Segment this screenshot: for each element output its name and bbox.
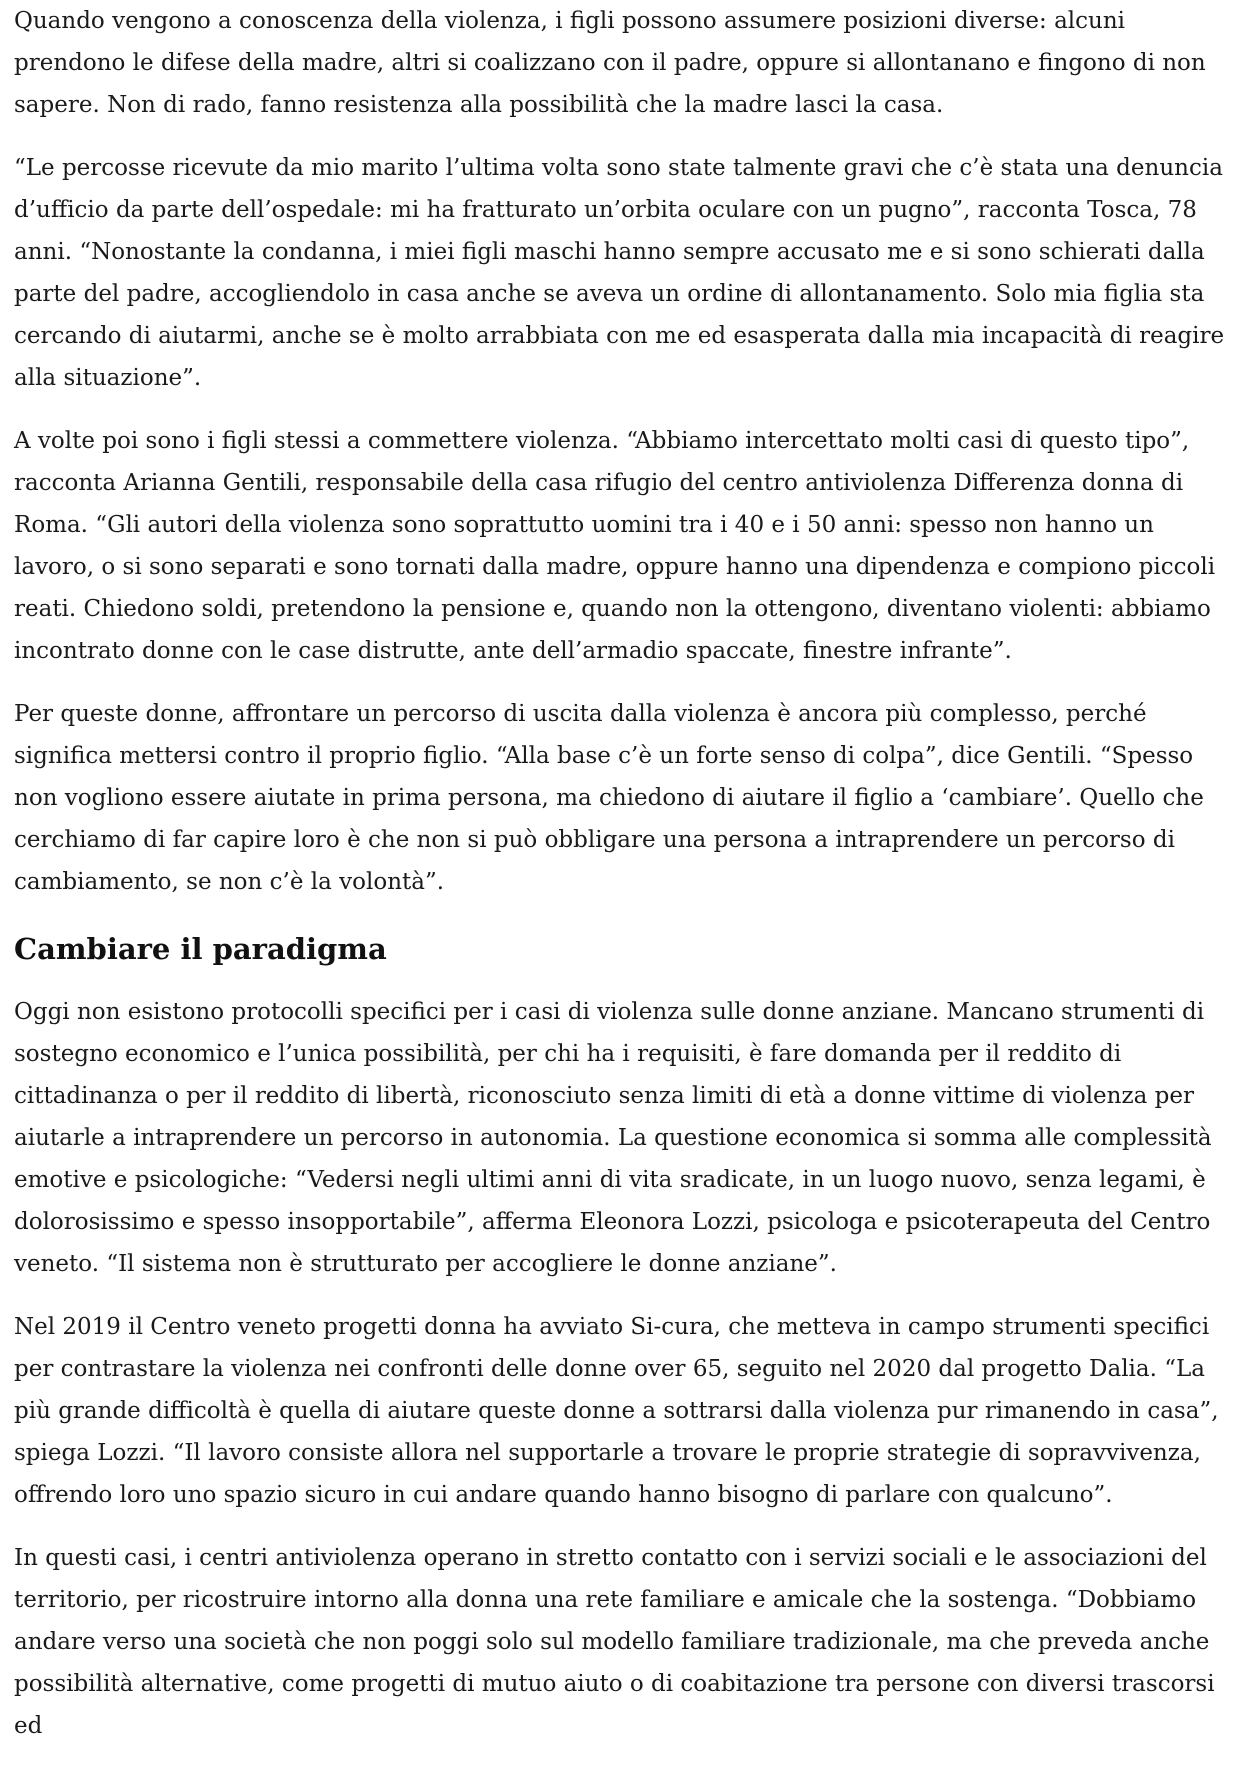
- article-paragraph: Oggi non esistono protocolli specifici per i casi di violenza sulle donne anziane. Mancano strumenti di sostegno economico e l’unica possibilità, per chi ha i requisiti, è fare domanda per il reddito di cittadinanza o per il reddito di libertà, riconosciuto senza limiti di età a donne vittime di violenza per aiutarle a intraprendere un percorso in autonomia. La questione economica si somma alle complessità emotive e psicologiche: “Vedersi negli ultimi anni di vita sradicate, in un luogo nuovo, senza legami, è dolorosissimo e spesso insopportabile”, afferma Eleonora Lozzi, psicologa e psicoterapeuta del Centro veneto. “Il sistema non è strutturato per accogliere le donne anziane”.: [14, 999, 1212, 1277]
- article-body: [14, 0, 1226, 1768]
- article-paragraph: Nel 2019 il Centro veneto progetti donna ha avviato Si-cura, che metteva in campo strumenti specifici per contrastare la violenza nei confronti delle donne over 65, seguito nel 2020 dal progetto Dalia. “La più grande difficoltà è quella di aiutare queste donne a sottrarsi dalla violenza pur rimanendo in casa”, spiega Lozzi. “Il lavoro consiste allora nel supportarle a trovare le proprie strategie di sopravvivenza, offrendo loro uno spazio sicuro in cui andare quando hanno bisogno di parlare con qualcuno”.: [14, 1314, 1219, 1508]
- article-paragraph: In questi casi, i centri antiviolenza operano in stretto contatto con i servizi sociali e le associazioni del territorio, per ricostruire intorno alla donna una rete familiare e amicale che la sostenga. “Dobbiamo andare verso una società che non poggi solo sul modello familiare tradizionale, ma che preveda anche possibilità alternative, come progetti di mutuo aiuto o di coabitazione tra persone con diversi trascorsi ed: [14, 1545, 1215, 1739]
- section-heading: Cambiare il paradigma: [14, 932, 387, 966]
- article-paragraph: A volte poi sono i figli stessi a commettere violenza. “Abbiamo intercettato molti casi di questo tipo”, racconta Arianna Gentili, responsabile della casa rifugio del centro antiviolenza Differenza donna di Roma. “Gli autori della violenza sono soprattutto uomini tra i 40 e i 50 anni: spesso non hanno un lavoro, o si sono separati e sono tornati dalla madre, oppure hanno una dipendenza e compiono piccoli reati. Chiedono soldi, pretendono la pensione e, quando non la ottengono, diventano violenti: abbiamo incontrato donne con le case distrutte, ante dell’armadio spaccate, finestre infrante”.: [14, 428, 1216, 664]
- article-paragraph: “Le percosse ricevute da mio marito l’ultima volta sono state talmente gravi che c’è stata una denuncia d’ufficio da parte dell’ospedale: mi ha fratturato un’orbita oculare con un pugno”, racconta Tosca, 78 anni. “Nonostante la condanna, i miei figli maschi hanno sempre accusato me e si sono schierati dalla parte del padre, accogliendolo in casa anche se aveva un ordine di allontanamento. Solo mia figlia sta cercando di aiutarmi, anche se è molto arrabbiata con me ed esasperata dalla mia incapacità di reagire alla situazione”.: [14, 155, 1225, 391]
- article-paragraph: Per queste donne, affrontare un percorso di uscita dalla violenza è ancora più complesso, perché significa mettersi contro il proprio figlio. “Alla base c’è un forte senso di colpa”, dice Gentili. “Spesso non vogliono essere aiutate in prima persona, ma chiedono di aiutare il figlio a ‘cambiare’. Quello che cerchiamo di far capire loro è che non si può obbligare una persona a intraprendere un percorso di cambiamento, se non c’è la volontà”.: [14, 701, 1204, 895]
- article-paragraph: Quando vengono a conoscenza della violenza, i figli possono assumere posizioni diverse: alcuni prendono le difese della madre, altri si coalizzano con il padre, oppure si allontanano e fingono di non sapere. Non di rado, fanno resistenza alla possibilità che la madre lasci la casa.: [14, 8, 1206, 118]
